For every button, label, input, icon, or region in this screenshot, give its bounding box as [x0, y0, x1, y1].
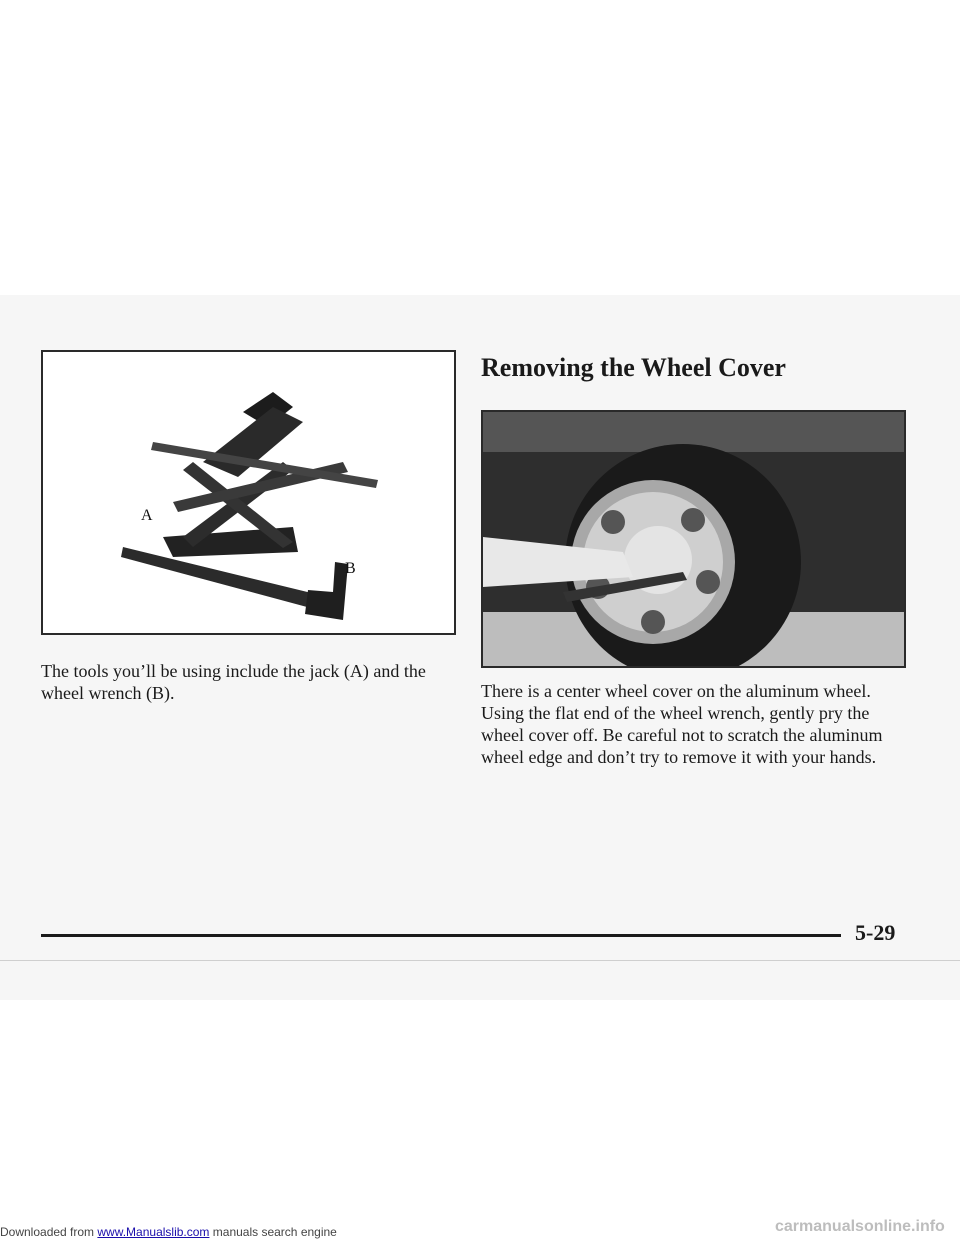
rim-hole-shape	[696, 570, 720, 594]
rim-hole-shape	[681, 508, 705, 532]
footer-rule	[41, 934, 841, 937]
wrench-end-shape	[305, 562, 348, 620]
divider	[0, 960, 960, 961]
jack-wrench-figure	[41, 350, 456, 635]
wheel-cover-photo	[481, 410, 906, 668]
footer-suffix: manuals search engine	[209, 1225, 337, 1239]
label-b: B	[345, 560, 356, 577]
rim-hole-shape	[641, 610, 665, 634]
page-number: 5-29	[855, 920, 896, 945]
section-body: There is a center wheel cover on the aluminum wheel. Using the flat end of the wheel wrench, gently pry the wheel cover off. Be careful not to scratch the aluminum wheel edge and don’t try to remove it with your hands.	[481, 681, 883, 767]
rim-hole-shape	[601, 510, 625, 534]
watermark: carmanualsonline.info	[775, 1218, 945, 1235]
wheel-cover-illustration	[483, 412, 904, 666]
wrench-handle-shape	[121, 547, 333, 614]
label-a: A	[141, 507, 153, 524]
jack-wrench-illustration	[43, 352, 454, 633]
figure-caption: The tools you’ll be using include the jack (A) and the wheel wrench (B).	[41, 661, 426, 703]
manualslib-link[interactable]: www.Manualslib.com	[97, 1225, 210, 1239]
footer-prefix: Downloaded from	[0, 1225, 98, 1239]
section-heading: Removing the Wheel Cover	[481, 353, 786, 382]
